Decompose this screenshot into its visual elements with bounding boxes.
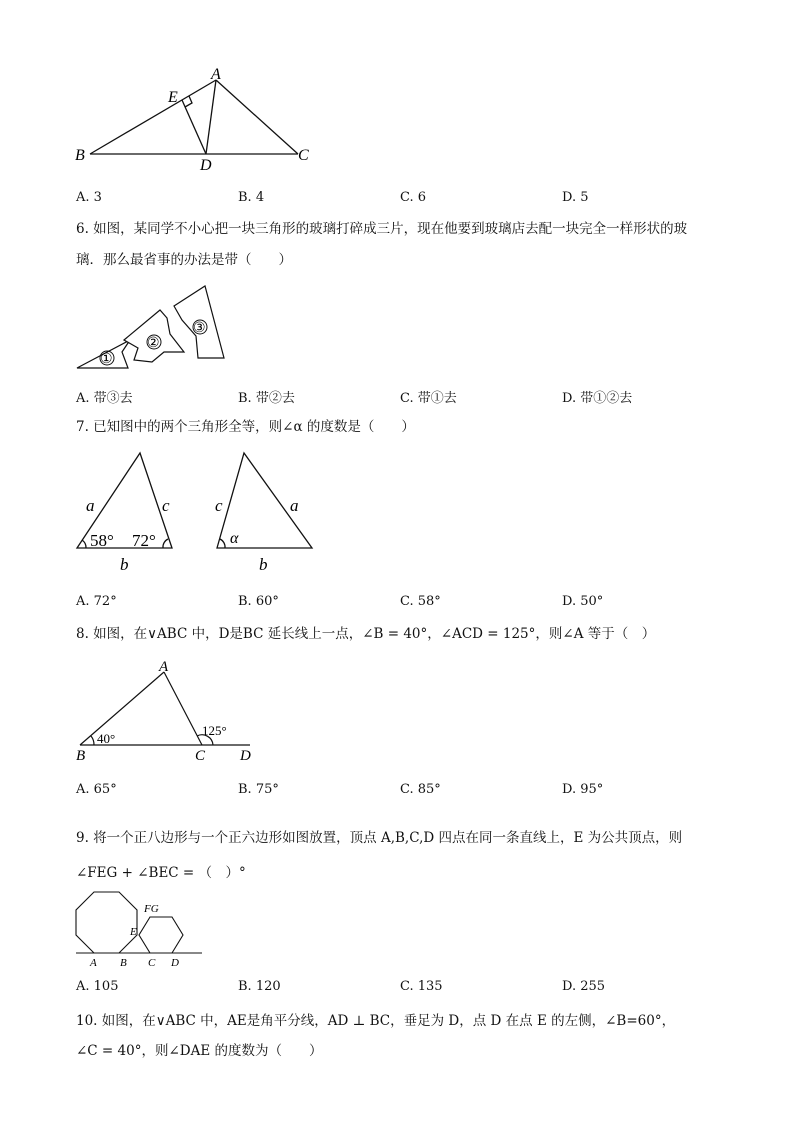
q8-option-d[interactable]: D. 95°	[562, 782, 604, 797]
q8-figure	[72, 656, 272, 766]
q8-label-a: A	[159, 659, 169, 675]
q9-label-e: E	[130, 926, 137, 938]
q6-piece-label-1: ①	[100, 352, 113, 367]
q5-label-e: E	[168, 89, 178, 106]
q7-tri1-side-c: c	[162, 496, 170, 515]
q6-option-a[interactable]: A. 带③去	[76, 391, 133, 406]
q9-stem-line1: 9. 将一个正八边形与一个正六边形如图放置，顶点 A,B,C,D 四点在同一条直线上，E 为公共顶点，则	[76, 830, 683, 846]
q8-option-a[interactable]: A. 65°	[76, 782, 117, 797]
q5-option-d[interactable]: D. 5	[562, 190, 589, 205]
q8-side-ac	[164, 672, 202, 745]
q5-figure	[70, 62, 330, 177]
q10-stem-line1: 10. 如图，在∨ABC 中，AE是角平分线，AD ⊥ BC，垂足为 D，点 D 在点 E 的左侧，∠B=60°，	[76, 1013, 676, 1029]
q7-tri2-angle-alpha: α	[230, 530, 239, 547]
q8-side-ba	[80, 672, 164, 745]
q5-side-ac	[216, 80, 298, 154]
q5-segment-ad	[206, 80, 216, 154]
q8-label-d: D	[240, 748, 251, 764]
q8-option-c[interactable]: C. 85°	[400, 782, 441, 797]
q5-label-a: A	[211, 66, 221, 83]
q7-option-b[interactable]: B. 60°	[238, 594, 279, 609]
q9-label-b: B	[120, 957, 127, 969]
q8-option-b[interactable]: B. 75°	[238, 782, 279, 797]
q5-segment-de	[182, 100, 206, 154]
q5-option-b[interactable]: B. 4	[238, 190, 265, 205]
q5-option-a[interactable]: A. 3	[76, 190, 102, 205]
q6-piece-label-3: ③	[193, 321, 206, 336]
q6-figure	[72, 282, 232, 374]
q7-option-d[interactable]: D. 50°	[562, 594, 604, 609]
q7-option-a[interactable]: A. 72°	[76, 594, 117, 609]
q7-tri1-angle-72: 72°	[132, 531, 156, 550]
q8-label-b: B	[76, 748, 86, 764]
q8-label-c: C	[195, 748, 206, 764]
q8-angle-40: 40°	[97, 731, 116, 746]
q9-stem-line2: ∠FEG + ∠BEC = （ ）°	[76, 865, 246, 881]
q5-option-c[interactable]: C. 6	[400, 190, 427, 205]
q7-figure	[72, 445, 322, 575]
q7-tri1-angle-58: 58°	[90, 531, 114, 550]
q7-stem: 7. 已知图中的两个三角形全等，则∠α 的度数是（ ）	[76, 419, 415, 435]
q9-label-a: A	[90, 957, 97, 969]
q6-option-c[interactable]: C. 带①去	[400, 391, 457, 406]
q9-option-c[interactable]: C. 135	[400, 979, 443, 994]
q9-octagon	[76, 892, 137, 953]
q8-angle-125: 125°	[202, 723, 227, 738]
q9-label-fg: FG	[144, 903, 159, 915]
q6-piece-label-2: ②	[147, 336, 160, 351]
q7-tri2-side-a: a	[290, 496, 299, 515]
q5-label-d: D	[200, 157, 212, 174]
q8-stem: 8. 如图，在∨ABC 中，D是BC 延长线上一点，∠B = 40°，∠ACD = 125°，则∠A 等于（ ）	[76, 626, 656, 642]
q6-stem-line2: 璃．那么最省事的办法是带（ ）	[76, 252, 292, 268]
q10-stem-line2: ∠C = 40°，则∠DAE 的度数为（ ）	[76, 1043, 323, 1059]
q9-figure	[72, 890, 212, 972]
q5-side-ba	[90, 80, 216, 154]
q6-option-b[interactable]: B. 带②去	[238, 391, 295, 406]
q7-tri1-side-a: a	[86, 496, 95, 515]
q7-option-c[interactable]: C. 58°	[400, 594, 441, 609]
q9-option-a[interactable]: A. 105	[76, 979, 119, 994]
q5-label-c: C	[298, 147, 309, 164]
q9-label-c: C	[148, 957, 156, 969]
q7-tri1-side-b: b	[120, 555, 129, 574]
q9-hexagon	[139, 917, 183, 953]
q9-label-d: D	[171, 957, 179, 969]
q6-stem-line1: 6. 如图，某同学不小心把一块三角形的玻璃打碎成三片，现在他要到玻璃店去配一块完全一样形状的玻	[76, 221, 688, 237]
q9-option-d[interactable]: D. 255	[562, 979, 606, 994]
q6-option-d[interactable]: D. 带①②去	[562, 391, 633, 406]
q9-option-b[interactable]: B. 120	[238, 979, 281, 994]
q5-label-b: B	[75, 147, 85, 164]
q7-tri2-side-b: b	[259, 555, 268, 574]
q7-tri2-side-c: c	[215, 496, 223, 515]
